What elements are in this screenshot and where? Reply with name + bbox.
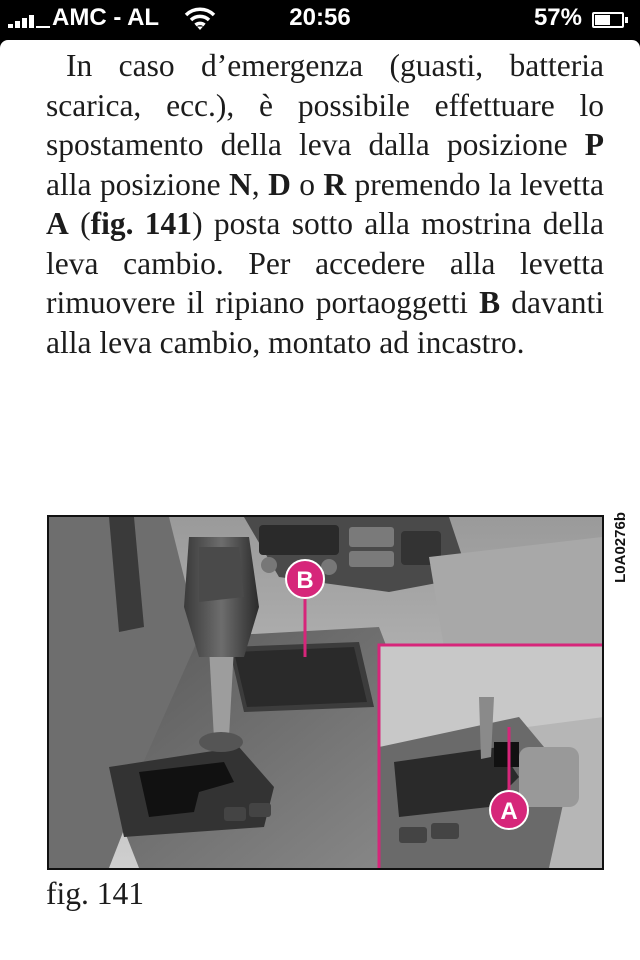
body-paragraph	[46, 46, 604, 362]
figure-caption: fig. 141	[46, 876, 144, 911]
figure-code: L0A0276b	[612, 512, 629, 583]
bold-term: B	[479, 285, 501, 320]
text-run: alla posizione	[46, 166, 230, 202]
text-run: davanti alla leva cambio, montato ad incastro.	[46, 285, 605, 360]
figure-141-photo	[47, 515, 604, 870]
climate-display	[259, 525, 339, 555]
text-run: (	[68, 206, 91, 241]
battery-icon	[592, 12, 628, 28]
status-bar	[0, 0, 640, 40]
bold-term: N	[229, 166, 252, 202]
gear-lever-illustration	[49, 517, 602, 868]
bold-term: P	[584, 127, 604, 162]
bold-term: fig. 141	[90, 206, 193, 241]
battery-percentage: 57%	[533, 4, 582, 31]
text-run: In caso d’emergenza (guasti, batteria scarica, ecc.), è possibile effettuare lo spostamento della leva dalla posizione	[46, 48, 604, 162]
bold-term: A	[46, 206, 69, 241]
text-run: ) posta sotto alla mostrina della leva cambio. Per accedere alla levetta rimuovere il ripiano portaoggetti	[46, 206, 604, 320]
bold-term: D	[268, 166, 291, 202]
text-run: o	[290, 166, 324, 202]
text-run: premendo la levetta	[346, 166, 605, 202]
bold-term: R	[323, 166, 347, 202]
text-run: ,	[251, 166, 269, 202]
callout-a-label: A	[500, 798, 518, 825]
callout-b-label: B	[296, 567, 314, 594]
clock: 20:56	[289, 4, 351, 31]
carrier-name: AMC - AL	[52, 4, 160, 31]
